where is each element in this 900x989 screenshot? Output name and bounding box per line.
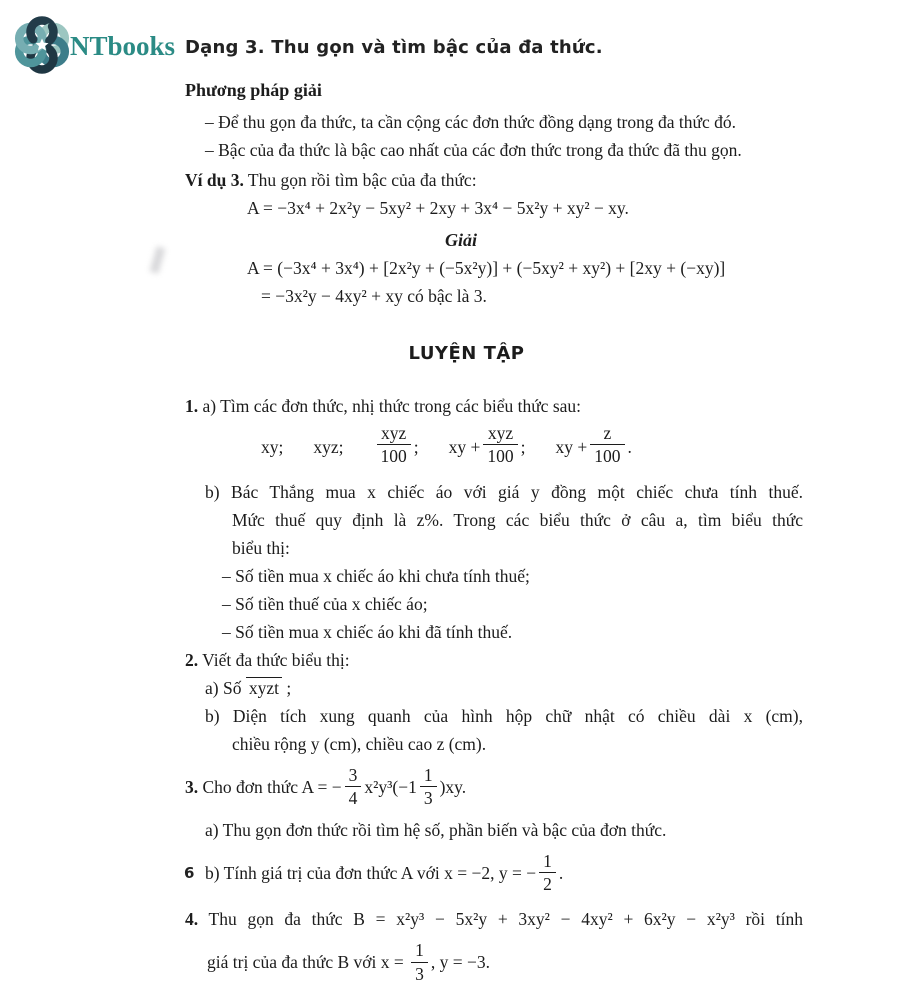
exercise-number: 2.	[185, 649, 199, 670]
exercise-2b-line: chiều rộng y (cm), chiều cao z (cm).	[232, 733, 487, 754]
exercise-2b	[205, 702, 803, 758]
brand-wordmark: NTbooks	[70, 31, 176, 61]
page-number: 6	[184, 864, 195, 882]
exercise-2b-line: b) Diện tích xung quanh của hình hộp chữ nhật có chiều dài x (cm),	[205, 705, 803, 726]
solution-title: Giải	[445, 230, 478, 250]
section-title: Dạng 3. Thu gọn và tìm bậc của đa thức.	[185, 37, 603, 58]
fraction: $\frac{1}{2}$	[539, 852, 556, 894]
exercise-1	[185, 392, 803, 420]
example-formula: A = −3x⁴ + 2x²y − 5xy² + 2xy + 3x⁴ − 5x²y + xy² − xy.	[247, 198, 629, 218]
exercise-number: 3.	[185, 776, 199, 797]
exercise-1b-bullet: – Số tiền mua x chiếc áo khi đã tính thuế.	[222, 621, 513, 642]
practice-title: LUYỆN TẬP	[408, 343, 525, 364]
exercise-1a-text: a) Tìm các đơn thức, nhị thức trong các biểu thức sau:	[198, 396, 582, 416]
fraction: $\frac{3}{4}$	[345, 766, 362, 808]
exercise-3a: a) Thu gọn đơn thức rồi tìm hệ số, phần biến và bậc của đơn thức.	[205, 819, 667, 840]
expression: xy + $\frac{\text{xyz}}{100}$ ;	[448, 423, 526, 467]
exercise-1b	[205, 478, 803, 562]
fraction: $\frac{z}{100}$	[590, 424, 624, 466]
fraction: $\frac{1}{3}$	[411, 941, 428, 983]
exercise-4-line2: giá trị của đa thức B với x = $\frac{1}{3}$ , y = −3.	[207, 940, 491, 984]
page-content	[185, 28, 803, 989]
method-title: Phương pháp giải	[185, 80, 322, 100]
exercise-1b-bullet: – Số tiền thuế của x chiếc áo;	[222, 593, 428, 614]
exercise-1b-line: b) Bác Thắng mua x chiếc áo với giá y đồng một chiếc chưa tính thuế.	[205, 481, 803, 502]
exercise-1b-bullet: – Số tiền mua x chiếc áo khi chưa tính thuế;	[222, 565, 530, 586]
method-bullet: – Bậc của đa thức là bậc cao nhất của các đơn thức trong đa thức đã thu gọn.	[205, 140, 742, 160]
example-intro-text: Thu gọn rồi tìm bậc của đa thức:	[243, 170, 477, 190]
expression: xy;	[261, 436, 284, 457]
method-bullet: – Để thu gọn đa thức, ta cần cộng các đơn thức đồng dạng trong đa thức đó.	[205, 112, 736, 132]
exercise-2a: a) Số xyzt ;	[205, 677, 292, 698]
expression: xyz;	[313, 436, 344, 457]
fraction: $\frac{\text{xyz}}{100}$	[377, 424, 411, 466]
exercise-4-line1: 4. Thu gọn đa thức B = x²y³ − 5x²y + 3xy² − 4xy² + 6x²y − x²y³ rồi tính	[185, 909, 803, 930]
example-label: Ví dụ 3.	[185, 170, 244, 190]
exercise-2-intro: Viết đa thức biểu thị:	[198, 649, 350, 670]
exercise-2	[185, 646, 803, 674]
brand-logo	[10, 13, 178, 82]
exercise-number: 1.	[185, 396, 199, 416]
exercise-4	[185, 905, 803, 933]
exercise-3: 3. Cho đơn thức A = − $\frac{3}{4}$ x²y³(−1 $\frac{1}{3}$ )xy.	[185, 764, 467, 809]
expression: xy + $\frac{z}{100}$ .	[555, 423, 632, 467]
knot-flower-logo-icon	[10, 13, 178, 77]
expression: $\frac{\text{xyz}}{100}$ ;	[374, 426, 419, 468]
exercise-number: 4.	[185, 909, 199, 930]
fraction: $\frac{\text{xyz}}{100}$	[483, 424, 517, 466]
example-intro	[185, 166, 803, 194]
exercise-1b-line: Mức thuế quy định là z%. Trong các biểu thức ở câu a, tìm biểu thức	[232, 509, 803, 530]
exercise-3b: b) Tính giá trị của đơn thức A với x = −2, y = − $\frac{1}{2}$ .	[205, 850, 564, 894]
exercise-1b-line: biểu thị:	[232, 537, 290, 558]
overlined-number: xyzt	[246, 677, 282, 698]
solution-line: A = (−3x⁴ + 3x⁴) + [2x²y + (−5x²y)] + (−5xy² + xy²) + [2xy + (−xy)]	[247, 258, 726, 278]
solution-line: = −3x²y − 4xy² + xy có bậc là 3.	[261, 286, 487, 306]
fraction: $\frac{1}{3}$	[420, 766, 437, 808]
exercise-1a-expressions	[261, 423, 803, 468]
scan-artifact	[150, 246, 166, 273]
